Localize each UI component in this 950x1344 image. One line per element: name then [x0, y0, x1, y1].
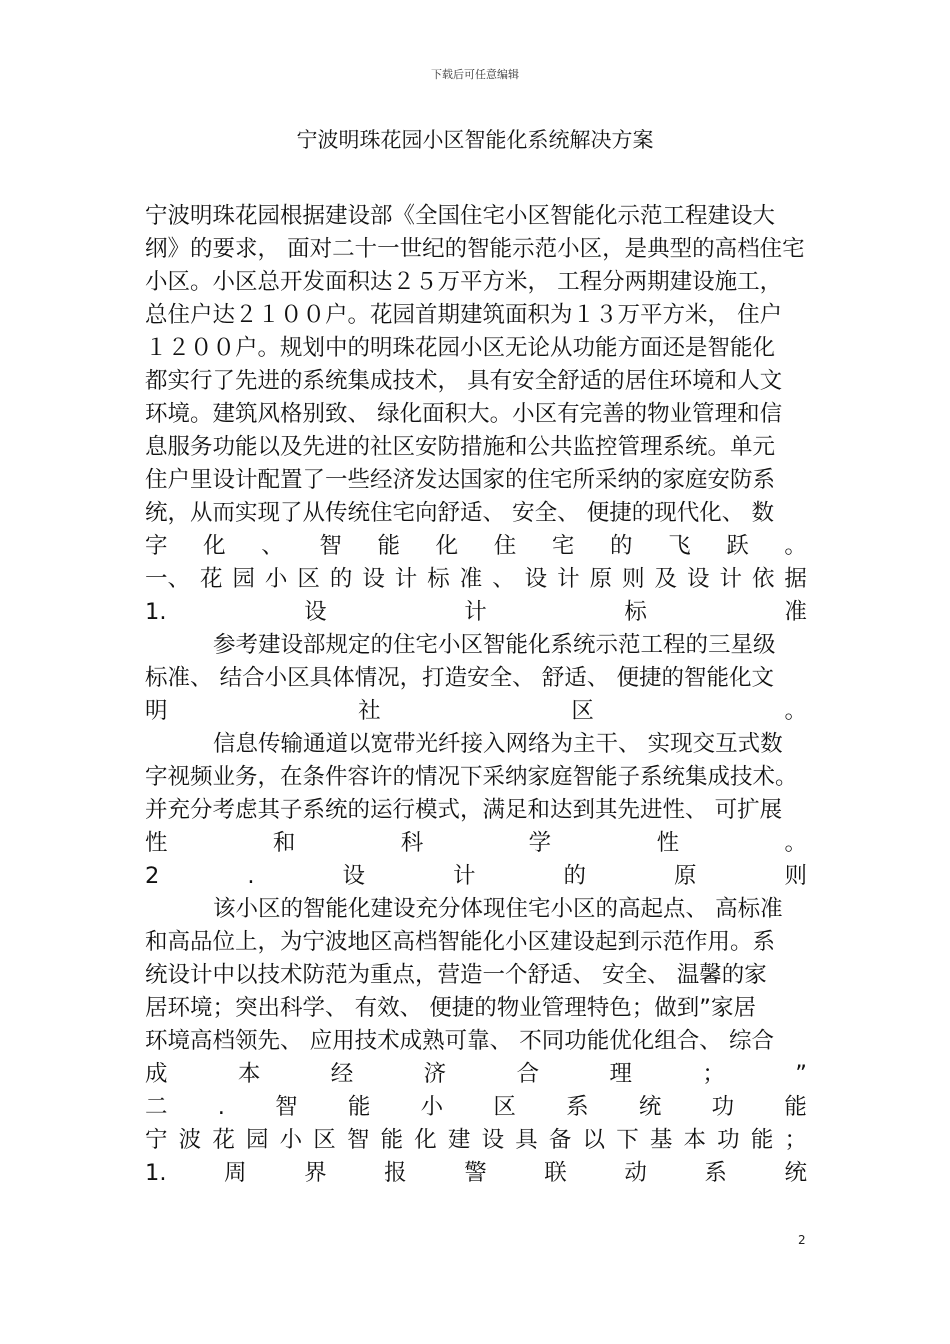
page-header: 下载后可任意编辑: [431, 68, 519, 81]
text-token: 原: [673, 863, 697, 889]
text-token: 准: [459, 566, 483, 592]
text-token: 宅: [551, 533, 575, 559]
text-token: 。: [784, 830, 807, 856]
text-token: 园: [232, 566, 255, 592]
text-token: 标: [427, 566, 450, 592]
text-token: 及: [654, 566, 678, 592]
page-number: 2: [798, 1233, 806, 1247]
text-line: 并充分考虑其子系统的运行模式，满足和达到其先进性、 可扩展: [145, 797, 783, 823]
text-token: 成: [145, 1061, 168, 1087]
text-line: [145, 860, 807, 893]
text-token: 计: [394, 566, 418, 592]
text-token: 区: [297, 566, 320, 592]
text-token: 建: [447, 1127, 471, 1153]
text-token: 统: [638, 1094, 662, 1120]
text-line: 小区。小区总开发面积达２５万平方米， 工程分两期建设施工，: [145, 269, 783, 295]
text-token: 智: [346, 1127, 370, 1153]
text-token: 统: [784, 1160, 807, 1186]
text-token: 报: [384, 1160, 407, 1186]
text-token: 计: [719, 566, 742, 592]
text-token: 计: [452, 863, 476, 889]
text-line: 居环境；突出科学、 有效、 便捷的物业管理特色；做到”家居: [145, 995, 756, 1021]
text-token: 则: [622, 566, 645, 592]
text-token: 波: [178, 1127, 202, 1153]
text-line: [145, 1157, 807, 1190]
text-token: 原: [589, 566, 613, 592]
text-token: 的: [563, 863, 586, 889]
text-token: 社: [358, 698, 381, 724]
text-line: １２００户。规划中的明珠花园小区无论从功能方面还是智能化: [145, 335, 776, 361]
text-token: 宁: [145, 1127, 168, 1153]
text-token: 学: [528, 830, 552, 856]
text-token: 的: [329, 566, 353, 592]
text-token: 、: [492, 566, 515, 592]
text-line: 该小区的智能化建设充分体现住宅小区的高起点、 高标准: [213, 896, 783, 922]
text-token: 能: [750, 1127, 774, 1153]
text-token: 具: [515, 1127, 538, 1153]
document-body: [145, 200, 807, 1190]
text-token: 区: [313, 1127, 336, 1153]
text-token: 和: [272, 830, 296, 856]
text-token: ”: [795, 1061, 807, 1087]
text-token: 设: [524, 566, 548, 592]
text-token: 、: [261, 533, 284, 559]
text-token: 性: [145, 830, 168, 856]
text-line: 总住户达２１００户。花园首期建筑面积为１３万平方米， 住户: [145, 302, 783, 328]
text-token: 1.: [145, 599, 167, 625]
text-token: 1.: [145, 1160, 167, 1186]
text-line: 环境高档领先、 应用技术成熟可靠、 不同功能优化组合、 综合: [145, 1028, 774, 1054]
text-line: 字视频业务，在条件容许的情况下采纳家庭智能子系统集成技术。: [145, 764, 798, 790]
text-line: 都实行了先进的系统集成技术， 具有安全舒适的居住环境和人文: [145, 368, 783, 394]
text-token: 科: [400, 830, 424, 856]
text-token: 小: [264, 566, 288, 592]
text-line: [145, 1091, 807, 1124]
text-token: 标: [624, 599, 647, 625]
text-token: 性: [656, 830, 680, 856]
document-title: 宁波明珠花园小区智能化系统解决方案: [296, 128, 654, 152]
text-token: 本: [683, 1127, 707, 1153]
text-token: 济: [423, 1061, 447, 1087]
text-token: 经: [330, 1061, 354, 1087]
text-token: 。: [784, 533, 807, 559]
text-token: 能: [380, 1127, 404, 1153]
text-token: .: [247, 863, 255, 889]
text-token: .: [217, 1094, 225, 1120]
text-token: 化: [435, 533, 459, 559]
text-token: ；: [784, 1127, 807, 1153]
text-line: [145, 1124, 807, 1157]
text-token: 设: [481, 1127, 505, 1153]
text-token: 基: [649, 1127, 673, 1153]
text-line: [145, 596, 807, 629]
text-token: 本: [237, 1061, 261, 1087]
text-token: 明: [145, 698, 168, 724]
text-token: 智: [319, 533, 342, 559]
text-token: 周: [224, 1160, 247, 1186]
text-token: 能: [377, 533, 401, 559]
text-line: 信息传输通道以宽带光纤接入网络为主干、 实现交互式数: [213, 731, 783, 757]
text-token: 备: [548, 1127, 572, 1153]
text-line: 宁波明珠花园根据建设部《全国住宅小区智能化示范工程建设大: [145, 203, 776, 229]
text-token: 系: [566, 1094, 589, 1120]
text-line: [145, 563, 807, 596]
text-line: [145, 530, 807, 563]
text-token: 化: [414, 1127, 437, 1153]
text-token: 能: [347, 1094, 371, 1120]
text-token: 据: [784, 566, 807, 592]
text-token: 小: [279, 1127, 303, 1153]
text-line: 和高品位上，为宁波地区高档智能化小区建设起到示范作用。系: [145, 929, 776, 955]
text-token: 智: [275, 1094, 298, 1120]
text-token: 二: [145, 1094, 168, 1120]
text-token: ；: [702, 1061, 725, 1087]
text-line: 参考建设部规定的住宅小区智能化系统示范工程的三星级: [213, 632, 776, 658]
text-token: 花: [212, 1127, 235, 1153]
text-token: 功: [711, 1094, 735, 1120]
text-token: 飞: [668, 533, 691, 559]
text-token: 联: [544, 1160, 567, 1186]
text-token: 化: [203, 533, 226, 559]
text-token: 计: [464, 599, 487, 625]
text-line: 息服务功能以及先进的社区安防措施和公共监控管理系统。单元: [145, 434, 776, 460]
text-token: 动: [624, 1160, 647, 1186]
text-token: 一、: [145, 566, 191, 592]
text-token: 设: [687, 566, 710, 592]
text-token: 字: [145, 533, 168, 559]
text-token: 住: [493, 533, 517, 559]
text-line: 环境。建筑风格别致、 绿化面积大。小区有完善的物业管理和信: [145, 401, 783, 427]
text-line: 统，从而实现了从传统住宅向舒适、 安全、 便捷的现代化、 数: [145, 500, 774, 526]
text-token: 园: [245, 1127, 269, 1153]
text-line: 标准、 结合小区具体情况，打造安全、 舒适、 便捷的智能化文: [145, 665, 774, 691]
text-token: 设: [362, 566, 385, 592]
text-token: 。: [784, 698, 807, 724]
text-token: 以: [582, 1127, 606, 1153]
text-line: [145, 827, 807, 860]
text-token: 能: [784, 1094, 807, 1120]
text-line: [145, 1058, 807, 1091]
text-token: 计: [557, 566, 580, 592]
text-token: 花: [199, 566, 223, 592]
text-token: 准: [784, 599, 807, 625]
text-line: 统设计中以技术防范为重点，营造一个舒适、 安全、 温馨的家: [145, 962, 767, 988]
text-token: 设: [342, 863, 365, 889]
text-token: 界: [304, 1160, 327, 1186]
text-token: 区: [493, 1094, 516, 1120]
text-token: 功: [717, 1127, 740, 1153]
text-line: 住户里设计配置了一些经济发达国家的住宅所采纳的家庭安防系: [145, 467, 776, 493]
text-token: 小: [420, 1094, 444, 1120]
text-token: 的: [610, 533, 633, 559]
text-token: 理: [609, 1061, 632, 1087]
text-token: 系: [704, 1160, 727, 1186]
text-token: 合: [516, 1061, 540, 1087]
text-token: 区: [571, 698, 594, 724]
text-token: 警: [464, 1160, 487, 1186]
text-line: [145, 695, 807, 728]
text-token: 则: [784, 863, 807, 889]
text-token: 依: [751, 566, 775, 592]
text-token: 设: [304, 599, 327, 625]
text-token: 跃: [726, 533, 749, 559]
text-token: 下: [616, 1127, 639, 1153]
text-token: 2: [145, 863, 160, 889]
text-line: 纲》的要求， 面对二十一世纪的智能示范小区，是典型的高档住宅: [145, 236, 805, 262]
